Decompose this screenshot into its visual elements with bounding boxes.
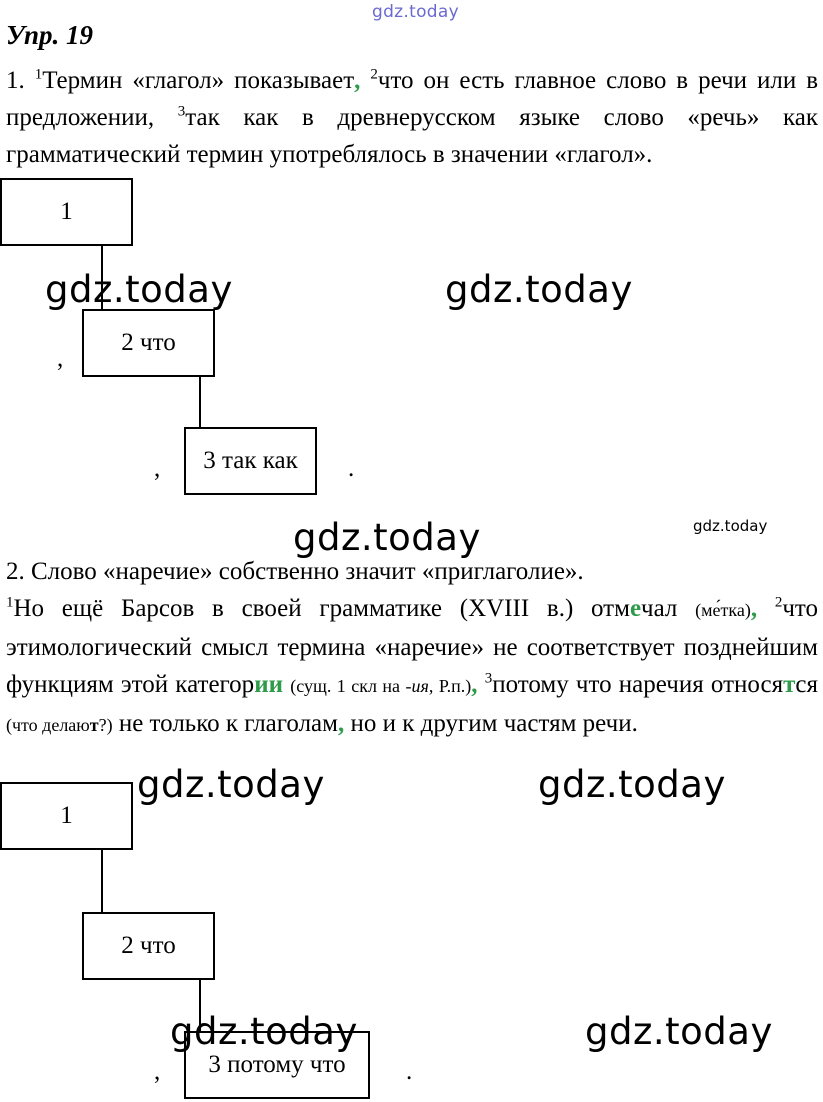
sentence-3-text-c: не только к глаголам [112,710,338,737]
green-comma: , [471,671,478,698]
scheme2-box-1 [0,782,133,850]
sentence-2-text: что он есть главное слово в речи или в предложении, [6,67,819,131]
scheme2-box-1-label: 1 [60,802,73,829]
green-letters-ii: ии [254,671,283,698]
note-noun-case-ending: -ия [405,676,429,696]
sentence-1-text-b: чал [641,595,678,622]
note-question-t: т [89,715,99,735]
scheme1-box-3-label: 3 так как [203,447,298,474]
sentence-2-text: что этимологический смысл термина «наречие» не соответствует позднейшим функциям этой категор [6,595,819,698]
green-comma: , [337,710,345,737]
sentence-marker-3: 3 [484,670,493,687]
paragraph-1 [6,62,818,173]
sentence-3-text-d: но и к другим частям речи. [344,710,638,737]
sentence-1-text: Термин «глагол» показывает [42,67,355,94]
watermark-top: gdz.today [372,2,459,22]
scheme1-box-1-label: 1 [60,198,73,225]
green-comma: , [750,595,758,622]
sentence-3-text: так как в древнерусском языке слово «речь» как грамматический термин употреблялось в значении «глагол». [6,104,819,168]
scheme1-comma-1: , [57,345,64,372]
note-question-c: ?) [98,715,113,735]
scheme1-period: . [348,455,355,482]
watermark: gdz.today [293,516,481,559]
scheme1-comma-2: , [154,455,161,482]
scheme2-period: . [406,1058,413,1085]
watermark-small: gdz.today [693,517,768,535]
note-question [6,715,113,735]
scheme2-box-2-label: 2 что [121,932,176,959]
green-comma: , [354,67,361,94]
scheme1-box-2-label: 2 что [121,329,176,356]
paragraph-1-number: 1. [6,67,35,94]
sentence-marker-2: 2 [774,594,783,611]
paragraph-2-heading: 2. Слово «наречие» собственно значит «приглаголие». [6,558,584,585]
watermark: gdz.today [538,763,726,806]
scheme1-box-2 [82,309,215,377]
green-letter-e: е [629,595,642,622]
sentence-1-text-a: Но ещё Барсов в своей грамматике (XVIII в.) отм [13,595,630,622]
watermark: gdz.today [585,1010,773,1053]
watermark: gdz.today [137,763,325,806]
note-noun-case [290,676,471,696]
exercise-title: Упр. 19 [6,20,94,50]
paragraph-2 [6,590,818,744]
green-letter-t: т [783,671,796,698]
sentence-3-text-a: потому что наречия относя [492,671,784,698]
watermark: gdz.today [445,268,633,311]
scheme1-box-3 [184,427,317,495]
scheme2-comma: , [154,1058,161,1085]
scheme1-box-1 [0,178,133,246]
scheme1-connector-2 [199,377,201,427]
scheme2-box-3-label: 3 потому что [208,1051,346,1078]
note-noun-case-a: (сущ. 1 скл на [290,676,406,696]
note-question-a: (что делаю [6,715,90,735]
sentence-3-text-b: ся [795,671,818,698]
watermark: gdz.today [170,1010,358,1053]
sentence-marker-1: 1 [6,594,14,611]
watermark: gdz.today [45,268,233,311]
scheme2-box-2 [82,912,215,980]
note-noun-case-c: , Р.п.) [428,676,472,696]
sentence-marker-3: 3 [177,103,186,120]
note-metka: (ме́тка) [695,600,751,620]
sentence-marker-2: 2 [370,66,378,83]
scheme2-connector-1 [101,850,103,913]
sentence-marker-1: 1 [34,66,43,83]
